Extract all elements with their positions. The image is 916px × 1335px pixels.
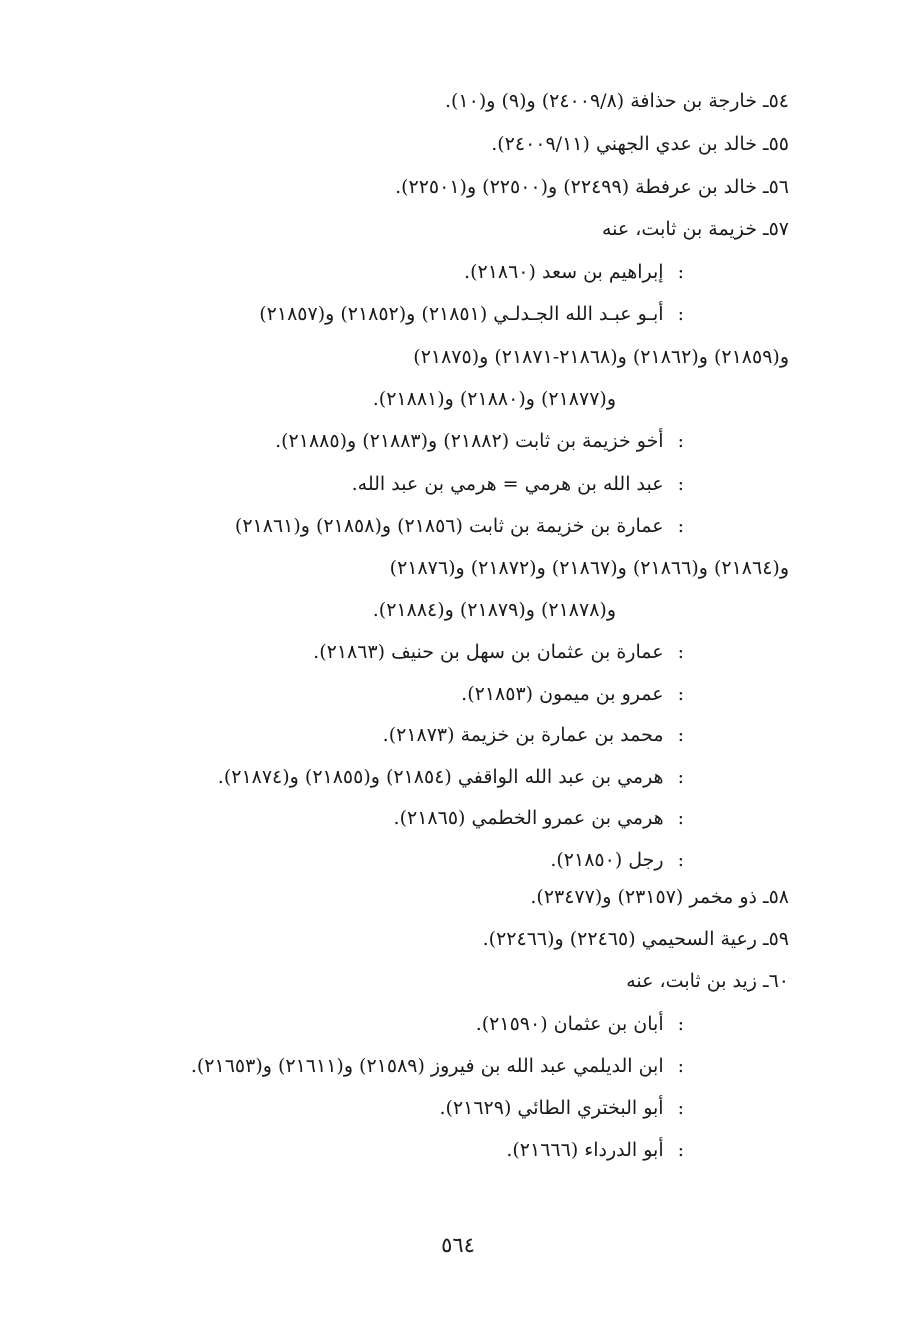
narrator-line: [259, 301, 684, 327]
narrator-line: [464, 259, 684, 285]
entry-line: [626, 968, 789, 994]
line-text: هرمي بن عبد الله الواقفي (٢١٨٥٤) و(٢١٨٥٥) و(٢١٨٧٤).: [217, 766, 664, 788]
entry-line: [445, 88, 789, 114]
line-text: عمارة بن خزيمة بن ثابت (٢١٨٥٦) و(٢١٨٥٨) و(٢١٨٦١): [234, 515, 664, 537]
narrator-line: [235, 513, 684, 539]
line-text: رجل (٢١٨٥٠).: [550, 849, 664, 871]
continuation-line: [373, 386, 616, 412]
entry-line: [483, 926, 789, 952]
narrator-line: [313, 639, 684, 665]
narrator-line: [461, 681, 684, 707]
colon-mark: :: [677, 1139, 684, 1161]
narrator-line: [476, 1011, 684, 1037]
line-text: ٥٨ـ ذو مخمر (٢٣١٥٧) و(٢٣٤٧٧).: [530, 886, 789, 908]
colon-mark: :: [677, 1097, 684, 1119]
colon-mark: :: [677, 261, 684, 283]
line-text: عبد الله بن هرمي = هرمي بن عبد الله.: [351, 473, 664, 495]
line-text: محمد بن عمارة بن خزيمة (٢١٨٧٣).: [382, 724, 664, 746]
colon-mark: :: [677, 641, 684, 663]
line-text: ٦٠ـ زيد بن ثابت، عنه: [626, 970, 789, 992]
line-text: ٥٧ـ خزيمة بن ثابت، عنه: [602, 218, 789, 240]
continuation-line: [390, 555, 789, 581]
narrator-line: [394, 805, 684, 831]
continuation-line: [373, 597, 616, 623]
line-text: هرمي بن عمرو الخطمي (٢١٨٦٥).: [393, 807, 664, 829]
colon-mark: :: [677, 1013, 684, 1035]
line-text: و(٢١٨٥٩) و(٢١٨٦٢) و(٢١٨٦٨-٢١٨٧١) و(٢١٨٧٥): [413, 346, 789, 368]
narrator-line: [506, 1137, 684, 1163]
line-text: ابن الديلمي عبد الله بن فيروز (٢١٥٨٩) و(٢١٦١١) و(٢١٦٥٣).: [190, 1055, 664, 1077]
entry-line: [530, 884, 789, 910]
narrator-line: [550, 847, 684, 873]
narrator-line: [352, 471, 684, 497]
colon-mark: :: [677, 766, 684, 788]
line-text: و(٢١٨٦٤) و(٢١٨٦٦) و(٢١٨٦٧) و(٢١٨٧٢) و(٢١٨٧٦): [389, 557, 789, 579]
line-text: ٥٤ـ خارجة بن حذافة (٢٤٠٠٩/٨) و(٩) و(١٠).: [444, 90, 789, 112]
line-text: ٥٩ـ رعية السحيمي (٢٢٤٦٥) و(٢٢٤٦٦).: [482, 928, 789, 950]
colon-mark: :: [677, 1055, 684, 1077]
colon-mark: :: [677, 849, 684, 871]
narrator-line: [439, 1095, 684, 1121]
colon-mark: :: [677, 473, 684, 495]
colon-mark: :: [677, 303, 684, 325]
line-text: أبان بن عثمان (٢١٥٩٠).: [475, 1013, 664, 1035]
line-text: أخو خزيمة بن ثابت (٢١٨٨٢) و(٢١٨٨٣) و(٢١٨٨٥).: [275, 430, 664, 452]
entry-line: [395, 174, 789, 200]
colon-mark: :: [677, 515, 684, 537]
colon-mark: :: [677, 683, 684, 705]
entry-line: [491, 131, 789, 157]
page-number: ٥٦٤: [441, 1233, 475, 1257]
continuation-line: [413, 344, 789, 370]
line-text: أبو البختري الطائي (٢١٦٢٩).: [439, 1097, 664, 1119]
line-text: أبـو عبـد الله الجـدلـي (٢١٨٥١) و(٢١٨٥٢) و(٢١٨٥٧): [259, 303, 664, 325]
colon-mark: :: [677, 430, 684, 452]
line-text: و(٢١٨٧٨) و(٢١٨٧٩) و(٢١٨٨٤).: [372, 599, 616, 621]
line-text: ٥٦ـ خالد بن عرفطة (٢٢٤٩٩) و(٢٢٥٠٠) و(٢٢٥٠١).: [395, 176, 789, 198]
entry-line: [602, 216, 789, 242]
narrator-line: [218, 764, 684, 790]
narrator-line: [191, 1053, 684, 1079]
line-text: عمرو بن ميمون (٢١٨٥٣).: [461, 683, 664, 705]
colon-mark: :: [677, 724, 684, 746]
line-text: إبراهيم بن سعد (٢١٨٦٠).: [464, 261, 664, 283]
narrator-line: [383, 722, 684, 748]
narrator-line: [275, 428, 684, 454]
line-text: ٥٥ـ خالد بن عدي الجهني (٢٤٠٠٩/١١).: [491, 133, 789, 155]
line-text: و(٢١٨٧٧) و(٢١٨٨٠) و(٢١٨٨١).: [372, 388, 616, 410]
line-text: أبو الدرداء (٢١٦٦٦).: [506, 1139, 664, 1161]
colon-mark: :: [677, 807, 684, 829]
line-text: عمارة بن عثمان بن سهل بن حنيف (٢١٨٦٣).: [313, 641, 664, 663]
